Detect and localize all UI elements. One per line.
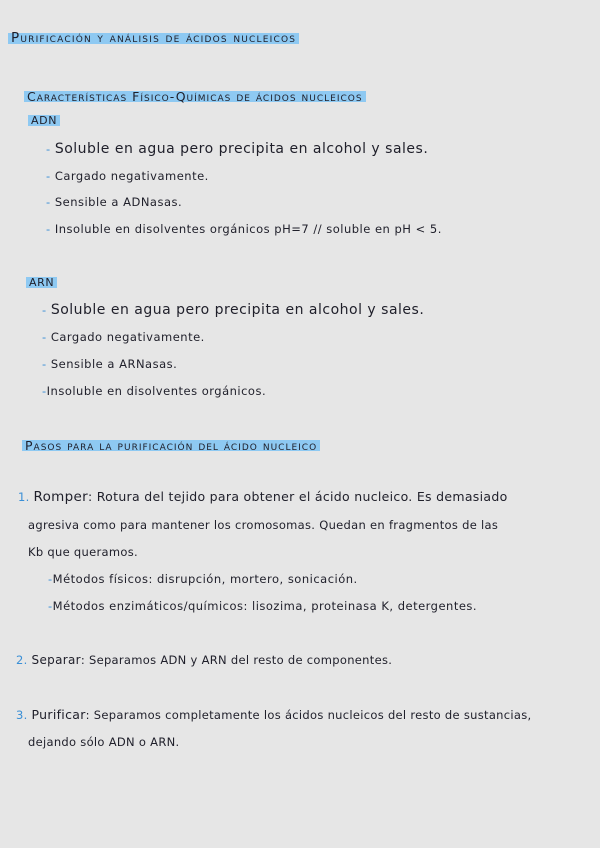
step-text: : Separamos completamente los ácidos nucleicos del resto de sustancias,	[85, 708, 532, 722]
step-3-line-2	[28, 735, 180, 749]
step-lead: Separar	[31, 653, 81, 667]
step-1-sub-item: -Métodos enzimáticos/químicos: lisozima, proteinasa K, detergentes.	[48, 599, 478, 613]
subsection-label-adn	[28, 114, 60, 127]
step-text: : Rotura del tejido para obtener el ácido nucleico. Es demasiado	[87, 489, 508, 504]
arn-item-text: Insoluble en disolventes orgánicos.	[46, 384, 267, 398]
step-number: 1.	[18, 490, 30, 504]
step-sub-text: Métodos enzimáticos/químicos: lisozima, proteinasa K, detergentes.	[52, 599, 478, 613]
adn-item: - Soluble en agua pero precipita en alcohol y sales.	[46, 141, 429, 157]
subsection-label-adn-text: ADN	[28, 115, 60, 126]
adn-item: - Sensible a ADNasas.	[46, 195, 183, 209]
step-1-line-3	[28, 545, 138, 559]
adn-item: - Cargado negativamente.	[46, 169, 209, 183]
arn-item: - Cargado negativamente.	[42, 330, 205, 344]
adn-item-text: Cargado negativamente.	[54, 169, 209, 183]
subsection-label-arn-text: ARN	[26, 277, 57, 288]
step-1-sub-item: -Métodos físicos: disrupción, mortero, sonicación.	[48, 572, 358, 586]
step-text: dejando sólo ADN o ARN.	[28, 735, 180, 749]
step-3-line-1	[16, 707, 531, 722]
arn-item: - Sensible a ARNasas.	[42, 357, 178, 371]
adn-item: - Insoluble en disolventes orgánicos pH=7 // soluble en pH < 5.	[46, 222, 442, 236]
arn-item: - Soluble en agua pero precipita en alcohol y sales.	[42, 302, 425, 318]
adn-item-text: Sensible a ADNasas.	[54, 195, 183, 209]
step-2-line-1	[16, 653, 392, 667]
arn-item-text: Cargado negativamente.	[50, 330, 205, 344]
step-text: : Separamos ADN y ARN del resto de componentes.	[80, 653, 393, 667]
arn-item-text: Sensible a ARNasas.	[50, 357, 178, 371]
section-heading-characteristics	[24, 89, 366, 104]
section-heading-steps-text: Pasos para la purificación del ácido nucleico	[22, 440, 320, 451]
step-text: agresiva como para mantener los cromosomas. Quedan en fragmentos de las	[28, 518, 499, 532]
arn-item: -Insoluble en disolventes orgánicos.	[42, 384, 267, 398]
step-1-line-1	[18, 489, 508, 505]
step-sub-text: Métodos físicos: disrupción, mortero, sonicación.	[52, 572, 358, 586]
step-text: Kb que queramos.	[28, 545, 138, 559]
adn-item-text: Soluble en agua pero precipita en alcohol y sales.	[54, 141, 429, 157]
step-number: 3.	[16, 708, 28, 722]
adn-item-text: Insoluble en disolventes orgánicos pH=7 // soluble en pH < 5.	[54, 222, 442, 236]
section-heading-steps	[22, 438, 320, 453]
step-1-line-2	[28, 518, 498, 532]
step-number: 2.	[16, 653, 28, 667]
section-heading-characteristics-text: Características Físico-Químicas de ácidos nucleicos	[24, 91, 366, 102]
step-lead: Purificar	[31, 707, 86, 722]
page-title-text: Purificación y análisis de ácidos nucleicos	[8, 33, 299, 44]
page-title	[8, 30, 299, 46]
subsection-label-arn	[26, 276, 57, 289]
arn-item-text: Soluble en agua pero precipita en alcohol y sales.	[50, 302, 425, 318]
step-lead: Romper	[33, 489, 88, 505]
